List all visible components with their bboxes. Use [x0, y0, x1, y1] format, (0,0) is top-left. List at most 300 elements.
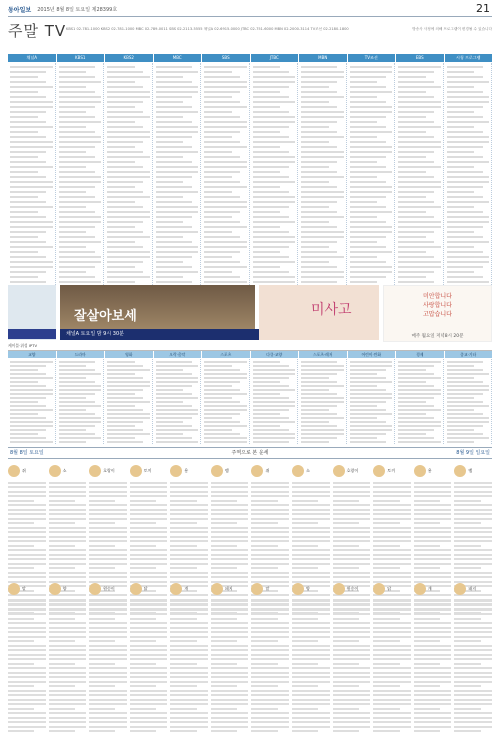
horoscope-text-line: [414, 558, 452, 560]
zodiac-sign-name: 뱀: [224, 467, 229, 473]
listing-text-line: [447, 441, 475, 443]
listing-text-line: [204, 206, 247, 208]
cable-listing-grid: [8, 359, 492, 444]
listing-text-line: [350, 425, 393, 427]
horoscope-text-line: [373, 694, 411, 696]
horoscope-text-line: [211, 618, 237, 620]
horoscope-text-line: [373, 726, 411, 728]
horoscope-text-line: [454, 663, 480, 665]
listing-text-line: [10, 161, 46, 163]
listing-text-line: [204, 405, 247, 407]
horoscope-text-line: [211, 572, 249, 574]
horoscope-text-line: [373, 663, 399, 665]
zodiac-sign-name: 돼지: [468, 585, 477, 591]
listing-text-line: [10, 361, 53, 363]
horoscope-text-line: [373, 631, 411, 633]
horoscope-text-line: [170, 600, 208, 602]
horoscope-text-line: [130, 649, 168, 651]
listing-text-line: [301, 373, 337, 375]
listing-text-line: [59, 381, 95, 383]
horoscope-text-line: [49, 681, 87, 683]
listing-text-line: [398, 226, 441, 228]
zodiac-animal-icon: [130, 583, 142, 595]
listing-text-line: [447, 276, 483, 278]
cable-category-row: [8, 351, 492, 358]
listing-text-line: [398, 393, 441, 395]
horoscope-text-line: [89, 572, 127, 574]
listing-text-line: [156, 106, 192, 108]
horoscope-text-line: [454, 658, 492, 660]
listing-text-line: [398, 251, 426, 253]
horoscope-text-line: [454, 622, 492, 624]
horoscope-text-line: [292, 563, 330, 565]
horoscope-text-line: [454, 563, 492, 565]
horoscope-heading: 주역으로 본 운세: [231, 450, 269, 456]
horoscope-text-line: [130, 536, 168, 538]
listing-text-line: [156, 196, 184, 198]
horoscope-text-line: [292, 545, 318, 547]
listing-text-line: [59, 271, 87, 273]
listing-text-line: [398, 186, 441, 188]
listing-text-line: [350, 146, 393, 148]
listing-text-line: [253, 369, 296, 371]
horoscope-text-line: [49, 604, 87, 606]
listing-text-line: [107, 216, 150, 218]
horoscope-text-line: [211, 672, 249, 674]
horoscope-text-line: [211, 699, 249, 701]
listing-text-line: [350, 86, 386, 88]
horoscope-text-line: [454, 572, 492, 574]
horoscope-text-line: [414, 676, 452, 678]
horoscope-text-line: [454, 545, 480, 547]
listing-text-line: [107, 271, 143, 273]
horoscope-text-line: [333, 545, 359, 547]
listing-text-line: [59, 373, 102, 375]
listing-text-line: [107, 361, 135, 363]
listing-text-line: [301, 385, 344, 387]
listing-text-line: [59, 256, 102, 258]
cable-header: 케이블·위성 IPTV: [8, 343, 492, 351]
listing-text-line: [10, 116, 38, 118]
listing-text-line: [59, 401, 95, 403]
horoscope-text-line: [89, 558, 127, 560]
listing-text-line: [156, 417, 192, 419]
cable-category: 교양: [8, 351, 56, 358]
listing-text-line: [253, 101, 296, 103]
horoscope-text-line: [89, 609, 127, 611]
horoscope-text-line: [49, 609, 87, 611]
listing-text-line: [398, 385, 434, 387]
horoscope-text-line: [130, 600, 168, 602]
listing-text-line: [447, 361, 483, 363]
listing-text-line: [398, 121, 434, 123]
listing-text-line: [156, 365, 199, 367]
listing-text-line: [253, 266, 281, 268]
listing-text-line: [447, 171, 483, 173]
horoscope-text-line: [292, 636, 330, 638]
listing-text-line: [204, 106, 247, 108]
horoscope-text-line: [333, 681, 371, 683]
horoscope-text-line: [251, 663, 277, 665]
horoscope-text-line: [130, 567, 156, 569]
listing-text-line: [107, 141, 143, 143]
horoscope-text-line: [414, 513, 452, 515]
listing-text-line: [59, 231, 87, 233]
horoscope-text-line: [251, 549, 289, 551]
horoscope-text-line: [292, 558, 330, 560]
horoscope-text-line: [414, 618, 440, 620]
listing-text-line: [447, 236, 483, 238]
listing-text-line: [156, 405, 192, 407]
listing-text-line: [253, 433, 296, 435]
horoscope-text-line: [333, 631, 371, 633]
listing-text-line: [10, 146, 53, 148]
listing-text-line: [59, 276, 95, 278]
horoscope-text-line: [414, 531, 452, 533]
listing-text-line: [350, 281, 378, 283]
listing-text-line: [301, 276, 344, 278]
horoscope-text-line: [454, 618, 480, 620]
horoscope-text-line: [292, 699, 330, 701]
listing-text-line: [398, 76, 426, 78]
horoscope-text-line: [373, 558, 411, 560]
horoscope-text-line: [373, 491, 411, 493]
listing-text-line: [204, 256, 232, 258]
horoscope-text-line: [251, 631, 289, 633]
horoscope-text-line: [373, 649, 411, 651]
horoscope-text-line: [8, 672, 46, 674]
listing-text-line: [59, 251, 95, 253]
horoscope-text-line: [49, 600, 87, 602]
listing-text-line: [204, 151, 232, 153]
horoscope-text-line: [211, 567, 237, 569]
listing-text-line: [447, 385, 490, 387]
listing-text-line: [398, 401, 426, 403]
listing-text-line: [350, 96, 378, 98]
listing-text-line: [350, 161, 378, 163]
horoscope-text-line: [292, 694, 330, 696]
horoscope-text-line: [130, 513, 168, 515]
listing-text-line: [447, 271, 475, 273]
zodiac-sign-name: 쥐: [265, 467, 270, 473]
listing-text-line: [10, 216, 46, 218]
horoscope-text-line: [170, 563, 208, 565]
zodiac-sign-name: 원숭이: [346, 585, 359, 591]
horoscope-text-line: [170, 536, 208, 538]
horoscope-text-line: [8, 658, 46, 660]
horoscope-text-line: [89, 509, 127, 511]
horoscope-text-line: [251, 694, 289, 696]
horoscope-text-line: [89, 531, 127, 533]
listing-text-line: [10, 141, 53, 143]
horoscope-text-line: [373, 645, 411, 647]
listing-text-line: [398, 271, 434, 273]
horoscope-text-line: [373, 672, 411, 674]
horoscope-text-line: [49, 645, 87, 647]
listing-text-line: [398, 221, 441, 223]
listing-text-line: [107, 166, 143, 168]
listing-text-line: [447, 176, 490, 178]
listing-text-line: [350, 236, 386, 238]
listing-text-line: [59, 266, 95, 268]
listing-text-line: [447, 433, 483, 435]
zodiac-sign-name: 양: [306, 585, 310, 591]
horoscope-text-line: [454, 491, 492, 493]
horoscope-text-line: [373, 567, 399, 569]
listing-text-line: [350, 101, 386, 103]
listing-text-line: [447, 266, 483, 268]
horoscope-text-line: [89, 658, 127, 660]
listing-text-line: [350, 136, 378, 138]
horoscope-text-line: [292, 604, 330, 606]
horoscope-text-line: [89, 536, 127, 538]
horoscope-text-line: [211, 685, 237, 687]
listing-text-line: [253, 401, 296, 403]
listing-text-line: [301, 261, 329, 263]
listing-text-line: [156, 141, 184, 143]
horoscope-text-line: [170, 627, 208, 629]
horoscope-text-line: [89, 726, 127, 728]
horoscope-text-line: [333, 618, 359, 620]
horoscope-text-line: [333, 712, 371, 714]
horoscope-text-line: [211, 563, 249, 565]
listing-text-line: [350, 437, 378, 439]
listing-text-line: [107, 409, 143, 411]
horoscope-text-line: [414, 658, 452, 660]
listing-text-line: [59, 126, 87, 128]
listing-text-line: [59, 151, 87, 153]
horoscope-text-line: [170, 618, 196, 620]
listing-text-line: [253, 191, 289, 193]
listing-text-line: [10, 401, 38, 403]
channel-header: 시청 프로그램: [445, 54, 493, 62]
listing-text-line: [350, 421, 386, 423]
horoscope-text-line: [333, 663, 359, 665]
listing-text-line: [253, 131, 281, 133]
horoscope-text-line: [130, 527, 168, 529]
listing-text-line: [350, 211, 393, 213]
horoscope-text-line: [8, 613, 46, 615]
listing-text-line: [253, 413, 281, 415]
horoscope-text-line: [49, 699, 87, 701]
horoscope-text-line: [292, 536, 330, 538]
listing-text-line: [253, 389, 296, 391]
horoscope-text-line: [170, 509, 208, 511]
horoscope-text-line: [211, 527, 249, 529]
listing-text-line: [10, 236, 38, 238]
listing-text-line: [398, 246, 441, 248]
listing-text-line: [59, 121, 102, 123]
listing-text-line: [59, 281, 102, 283]
listing-text-line: [447, 231, 475, 233]
listing-text-line: [398, 405, 434, 407]
horoscope-text-line: [89, 712, 127, 714]
cable-category: 스포츠: [202, 351, 250, 358]
horoscope-text-line: [130, 540, 168, 542]
horoscope-cell: [414, 578, 452, 732]
listing-text-line: [156, 369, 184, 371]
listing-text-line: [107, 231, 143, 233]
horoscope-text-line: [373, 636, 411, 638]
zodiac-animal-icon: [454, 465, 466, 477]
horoscope-text-line: [251, 531, 289, 533]
listing-text-line: [156, 421, 184, 423]
listing-text-line: [350, 256, 378, 258]
listing-text-line: [301, 141, 329, 143]
listing-text-line: [204, 369, 240, 371]
horoscope-text-line: [414, 613, 452, 615]
horoscope-text-line: [49, 712, 87, 714]
listing-text-line: [350, 389, 386, 391]
listing-text-line: [10, 201, 46, 203]
listing-text-line: [301, 236, 344, 238]
listing-text-line: [253, 161, 296, 163]
horoscope-text-line: [373, 527, 411, 529]
horoscope-text-line: [130, 545, 156, 547]
listing-text-line: [10, 377, 53, 379]
listing-text-line: [447, 86, 475, 88]
horoscope-text-line: [211, 681, 249, 683]
horoscope-text-line: [8, 509, 46, 511]
listing-text-line: [398, 116, 426, 118]
horoscope-text-line: [454, 721, 492, 723]
horoscope-text-line: [49, 500, 75, 502]
horoscope-text-line: [414, 482, 452, 484]
horoscope-text-line: [211, 540, 249, 542]
listing-text-line: [10, 186, 53, 188]
zodiac-animal-icon: [414, 583, 426, 595]
horoscope-cell: [292, 578, 330, 732]
listing-text-line: [253, 146, 281, 148]
horoscope-cell: [130, 578, 168, 732]
horoscope-text-line: [414, 509, 452, 511]
drama-ad-slot: 채널A 토요일 밤 9시 30분: [60, 329, 261, 340]
listing-text-line: [253, 141, 296, 143]
horoscope-text-line: [292, 717, 330, 719]
horoscope-text-line: [414, 540, 452, 542]
listing-text-line: [204, 171, 240, 173]
listing-text-line: [350, 397, 393, 399]
listing-text-line: [10, 191, 46, 193]
listing-text-line: [301, 206, 329, 208]
horoscope-text-line: [49, 522, 75, 524]
horoscope-text-line: [333, 658, 371, 660]
listing-text-line: [350, 221, 386, 223]
horoscope-cell: [251, 578, 289, 732]
listing-text-line: [301, 151, 344, 153]
horoscope-text-line: [414, 708, 440, 710]
horoscope-text-line: [251, 609, 289, 611]
listing-text-line: [447, 81, 490, 83]
listing-text-line: [350, 206, 386, 208]
horoscope-text-line: [170, 699, 208, 701]
horoscope-text-line: [211, 495, 249, 497]
issue-date: 2015년 8월 8일 토요일 제28399호: [37, 6, 118, 13]
listing-text-line: [204, 141, 240, 143]
listing-text-line: [301, 281, 337, 283]
listing-text-line: [204, 433, 240, 435]
listing-text-line: [10, 151, 46, 153]
listing-text-line: [10, 373, 46, 375]
horoscope-text-line: [251, 495, 289, 497]
horoscope-text-line: [89, 482, 127, 484]
listing-text-line: [253, 111, 289, 113]
horoscope-text-line: [414, 495, 452, 497]
listing-text-line: [398, 373, 434, 375]
listing-text-line: [107, 191, 143, 193]
paper-name: 동아일보: [8, 6, 32, 14]
listing-text-line: [156, 385, 192, 387]
horoscope-text-line: [170, 518, 208, 520]
listing-text-line: [204, 226, 247, 228]
horoscope-text-line: [170, 567, 196, 569]
horoscope-text-line: [8, 491, 46, 493]
channel-header: EBS: [396, 54, 444, 62]
horoscope-text-line: [333, 527, 371, 529]
horoscope-text-line: [292, 721, 330, 723]
listing-text-line: [447, 256, 490, 258]
listing-text-line: [253, 166, 289, 168]
horoscope-text-line: [373, 536, 411, 538]
horoscope-text-line: [211, 604, 249, 606]
zodiac-sign-name: 토끼: [143, 467, 152, 473]
listing-text-line: [107, 211, 150, 213]
listing-text-line: [59, 211, 95, 213]
horoscope-text-line: [373, 486, 411, 488]
listing-text-line: [301, 425, 337, 427]
horoscope-text-line: [292, 654, 330, 656]
listing-text-line: [10, 131, 38, 133]
listing-text-line: [10, 241, 46, 243]
listing-text-line: [301, 421, 329, 423]
horoscope-text-line: [130, 658, 168, 660]
listing-text-line: [253, 226, 281, 228]
listing-text-line: [398, 156, 426, 158]
listing-text-line: [350, 271, 393, 273]
horoscope-text-line: [49, 518, 87, 520]
tv-listing-grid: [8, 63, 492, 285]
horoscope-text-line: [8, 495, 46, 497]
horoscope-text-line: [49, 504, 87, 506]
listing-text-line: [204, 146, 247, 148]
horoscope-text-line: [211, 640, 237, 642]
horoscope-text-line: [211, 522, 237, 524]
horoscope-text-line: [130, 531, 168, 533]
listing-text-line: [447, 66, 483, 68]
channel-header: KBS2: [105, 54, 153, 62]
listing-text-line: [10, 421, 53, 423]
listing-text-line: [107, 397, 143, 399]
listing-text-line: [447, 151, 475, 153]
zodiac-sign-name: 용: [184, 467, 189, 473]
listing-text-line: [156, 389, 184, 391]
listing-text-line: [10, 81, 46, 83]
listing-text-line: [204, 156, 240, 158]
listing-text-line: [10, 211, 38, 213]
listing-text-line: [447, 246, 475, 248]
show-ad-title: 미사고: [311, 302, 352, 318]
zodiac-animal-icon: [8, 465, 20, 477]
listing-text-line: [350, 401, 386, 403]
zodiac-animal-icon: [130, 465, 142, 477]
horoscope-text-line: [170, 658, 208, 660]
horoscope-text-line: [211, 600, 249, 602]
horoscope-text-line: [333, 685, 359, 687]
horoscope-text-line: [8, 604, 46, 606]
horoscope-header: [8, 447, 492, 459]
drama-ad-photo: [8, 285, 56, 340]
horoscope-text-line: [454, 536, 492, 538]
